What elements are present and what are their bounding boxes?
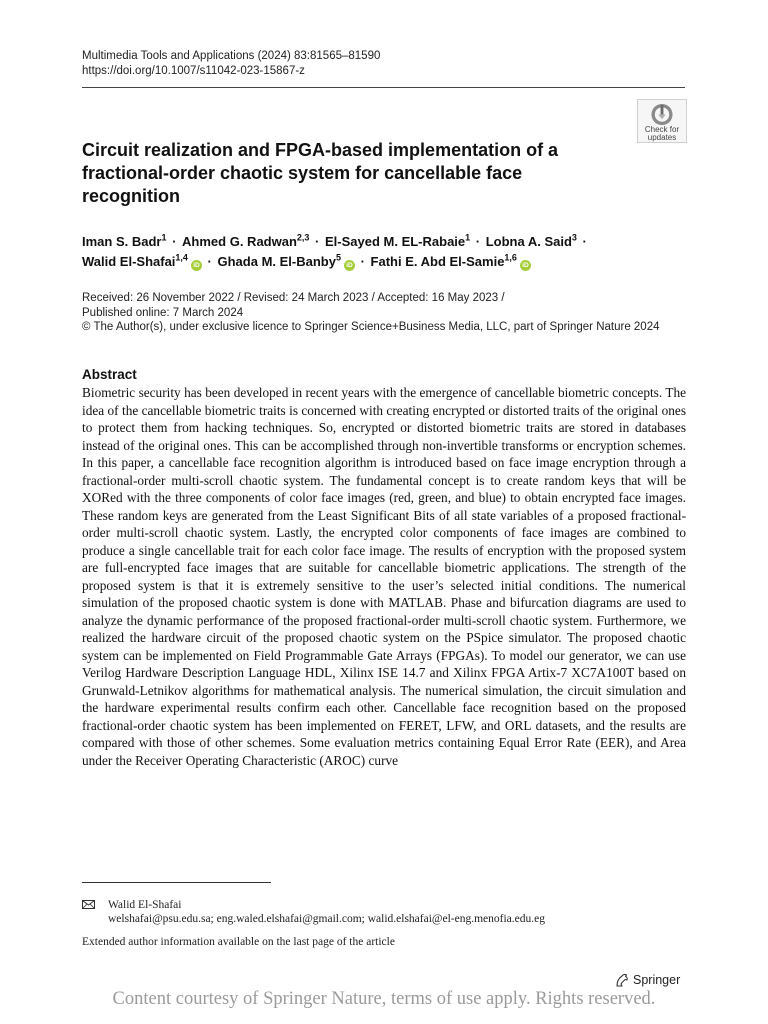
author[interactable] [325,234,470,249]
doi-link[interactable]: https://doi.org/10.1007/s11042-023-15867-z [82,65,305,77]
abstract-text: Biometric security has been developed in recent years with the emergence of cancellable biometric concepts. The idea of the cancellable biometric traits is concerned with creating encrypted or distorted traits of the original ones to protect them from hacking techniques. So, encrypted or distorted biometric traits are stored in databases instead of the original ones. This can be accomplished through non-invertible transforms or encryption schemes. In this paper, a cancellable face recognition algorithm is introduced based on face image encryption through a fractional-order multi-scroll chaotic system. The fundamental concept is to create random keys that will be XORed with the three components of color face images (red, green, and blue) to obtain encrypted face images. These random keys are generated from the Least Significant Bits of all state variables of a proposed fractional-order multi-scroll chaotic system. Lastly, the encrypted color components of face images are combined to produce a single cancellable trait for each color face image. The results of encryption with the proposed system are full-encrypted face images that are suitable for cancellable biometric applications. The strength of the proposed system is that it is extremely sensitive to the user’s selected initial conditions. The numerical simulation of the proposed chaotic system is done with MATLAB. Phase and bifurcation diagrams are used to analyze the dynamic performance of the proposed fractional-order multi-scroll chaotic system. Furthermore, we realized the hardware circuit of the proposed chaotic system on the PSpice simulator. The proposed chaotic system can be implemented on Field Programmable Gate Arrays (FPGAs). To model our generator, we can use Verilog Hardware Description Language HDL, Xilinx ISE 14.7 and Xilinx FPGA Artix-7 XC7A100T based on Grunwald-Letnikov algorithms for mathematical analysis. The numerical simulation, the circuit simulation and the hardware experimental results confirm each other. Cancellable face recognition based on the proposed fractional-order chaotic system has been implemented on FERET, LFW, and ORL datasets, and the results are compared with those of other schemes. Some evaluation metrics containing Equal Error Rate (EER), and Area under the Receiver Operating Characteristic (AROC) curve [82,385,686,768]
orcid-icon[interactable]: iD [191,260,202,271]
author-name: El-Sayed M. EL-Rabaie [324,234,466,249]
footnote-rule [82,882,271,883]
copyright-line: © The Author(s), under exclusive licence to Springer Science+Business Media, LLC, part of Springer Nature 2024 [82,321,660,333]
author-affiliation: 1 [161,232,167,243]
abstract-heading: Abstract [82,367,137,382]
author-separator: · [578,234,587,249]
author[interactable] [486,234,577,249]
dates-line-2: Published online: 7 March 2024 [82,306,244,319]
author-affiliation: 1,4 [175,252,188,263]
author[interactable] [82,234,166,249]
courtesy-watermark: Content courtesy of Springer Nature, terms of use apply. Rights reserved. [112,989,656,1009]
envelope-icon [82,900,95,909]
author-separator: · [168,234,181,249]
paper-title: Circuit realization and FPGA-based implementation of a fractional-order chaotic system for cancellable face recognition [82,140,559,206]
orcid-icon[interactable]: iD [344,260,355,271]
author-name: Walid El-Shafai [82,254,176,269]
author-name: Fathi E. Abd El-Samie [370,254,505,269]
badge-label-1: Check for [644,125,680,134]
author-separator: · [311,234,323,249]
author-list [82,232,682,272]
author-name: Lobna A. Said [485,234,572,249]
author-affiliation: 1 [465,232,471,243]
publisher-name: Springer [633,973,681,987]
author[interactable] [82,254,202,269]
author-affiliation: 2,3 [296,232,310,243]
author[interactable] [218,254,355,269]
author-affiliation: 3 [571,232,577,243]
contact-name: Walid El-Shafai [108,899,182,911]
author-name: Ghada M. El-Banby [217,254,336,269]
author-affiliation: 1,6 [504,252,517,263]
author-separator: · [356,254,369,269]
header-rule [82,87,685,88]
author[interactable] [182,234,309,249]
springer-logo [614,972,680,988]
contact-emails[interactable]: welshafai@psu.edu.sa; eng.waled.elshafai@gmail.com; walid.elshafai@el-eng.menofia.edu.eg [108,913,545,925]
author-name: Ahmed G. Radwan [182,234,297,249]
crossmark-icon [650,103,674,126]
orcid-icon[interactable]: iD [520,260,531,271]
check-for-updates-badge[interactable] [637,99,687,143]
author-affiliation: 5 [335,252,341,263]
dates-line-1: Received: 26 November 2022 / Revised: 24 March 2023 / Accepted: 16 May 2023 / [82,292,505,304]
badge-label-2: updates [647,133,677,142]
author[interactable] [371,254,531,269]
author-name: Iman S. Badr [82,234,162,249]
corresponding-author [82,898,545,926]
springer-horse-icon [614,972,630,988]
author-separator: · [472,234,484,249]
extended-author-info: Extended author information available on the last page of the article [82,936,395,948]
publication-dates [82,291,692,335]
journal-citation: Multimedia Tools and Applications (2024) 83:81565–81590 [82,50,381,62]
author-separator: · [203,254,216,269]
